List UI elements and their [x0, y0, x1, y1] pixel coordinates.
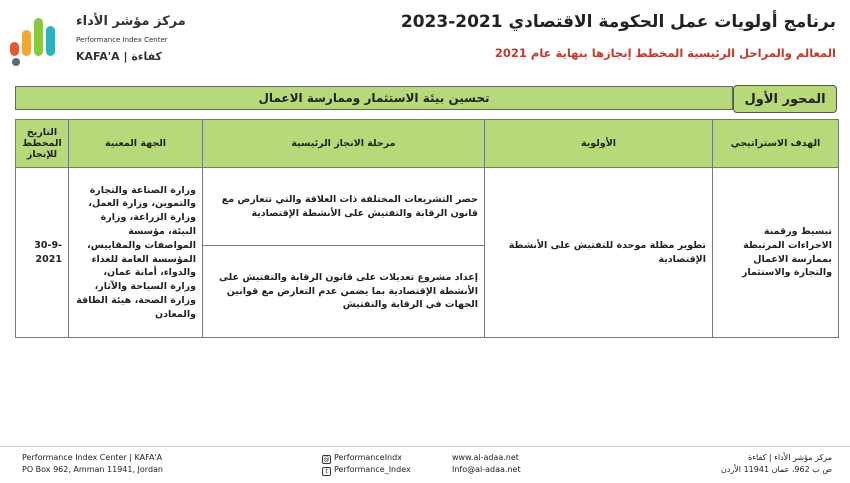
kafaa-logo: [8, 6, 186, 70]
email-link[interactable]: Info@al-adaa.net: [452, 465, 521, 475]
milestone-cell-1: حصر التشريعات المختلفة ذات العلاقة والتي تتعارض مع قانون الرقابة والتفتيش على الأنشطة الإقتصادية: [203, 168, 485, 246]
header-priority: الأولوية: [485, 120, 713, 168]
date-cell: 30-9-2021: [16, 168, 69, 338]
header-goal: الهدف الاستراتيجي: [713, 120, 839, 168]
footer-divider: [0, 446, 850, 447]
social-handle-1[interactable]: PerformanceIndx: [334, 453, 402, 462]
social-handle-2[interactable]: Performance_Index: [334, 465, 411, 475]
footer-address-ar: [721, 452, 832, 477]
header-date: التاريخ المخطط للإنجاز: [16, 120, 69, 168]
milestone-cell-2: إعداد مشروع تعديلات على قانون الرقابة والتفتيش على الأنشطة الإقتصادية بما يضمن عدم التعارض مع قوانين الجهات في الرقابة والتفتيش: [203, 246, 485, 338]
priority-cell: تطوير مظلة موحدة للتفتيش على الأنشطة الإقتصادية: [485, 168, 713, 338]
table-header-row: [16, 120, 839, 168]
logo-name-ar: مركز مؤشر الأداء: [76, 14, 186, 29]
logo-name-en: Performance Index Center: [76, 36, 168, 44]
axis-label: المحور الأول: [733, 85, 837, 113]
footer-center-name-ar: مركز مؤشر الأداء | كفاءة: [748, 453, 832, 462]
header-milestone: مرحلة الانجاز الرئيسية: [203, 120, 485, 168]
footer-web: [452, 452, 521, 477]
logo-mark-icon: [8, 6, 68, 70]
priorities-table: [15, 119, 839, 338]
website-link[interactable]: www.al-adaa.net: [452, 453, 519, 462]
page-title: برنامج أولويات عمل الحكومة الاقتصادي 2021-2023: [400, 12, 836, 32]
page-subtitle: المعالم والمراحل الرئيسية المخطط إنجازها بنهاية عام 2021: [494, 46, 836, 60]
footer-center-name-en: Performance Index Center | KAFA'A: [22, 453, 163, 462]
entity-cell: وزارة الصناعة والتجارة والتموين، وزارة العمل، وزارة الزراعة، وزارة البيئة، مؤسسة المواصفات والمقاييس، المؤسسة العامة للغذاء والدواء، أمانة عمان، وزارة السياحة والآثار، وزارة الصحة، هيئة الطاقة والمعادن: [69, 168, 203, 338]
twitter-icon: t: [322, 467, 331, 476]
table-row: [16, 168, 839, 246]
header-entity: الجهة المعنية: [69, 120, 203, 168]
social-media-icon: @: [323, 456, 330, 463]
logo-brand: KAFA'A | كفاءة: [76, 50, 162, 63]
footer-po-box-en: PO Box 962, Amman 11941, Jordan: [22, 465, 163, 475]
footer-social: [322, 452, 411, 477]
footer-address-en: [22, 452, 163, 477]
footer-po-box-ar: ص ب 962، عمان 11941 الأردن: [720, 465, 832, 475]
goal-cell: تبسيط ورقمنة الاجراءات المرتبطة بممارسة الاعمال والتجارة والاستثمار: [713, 168, 839, 338]
axis-title: تحسين بيئة الاستثمار وممارسة الاعمال: [15, 86, 733, 110]
